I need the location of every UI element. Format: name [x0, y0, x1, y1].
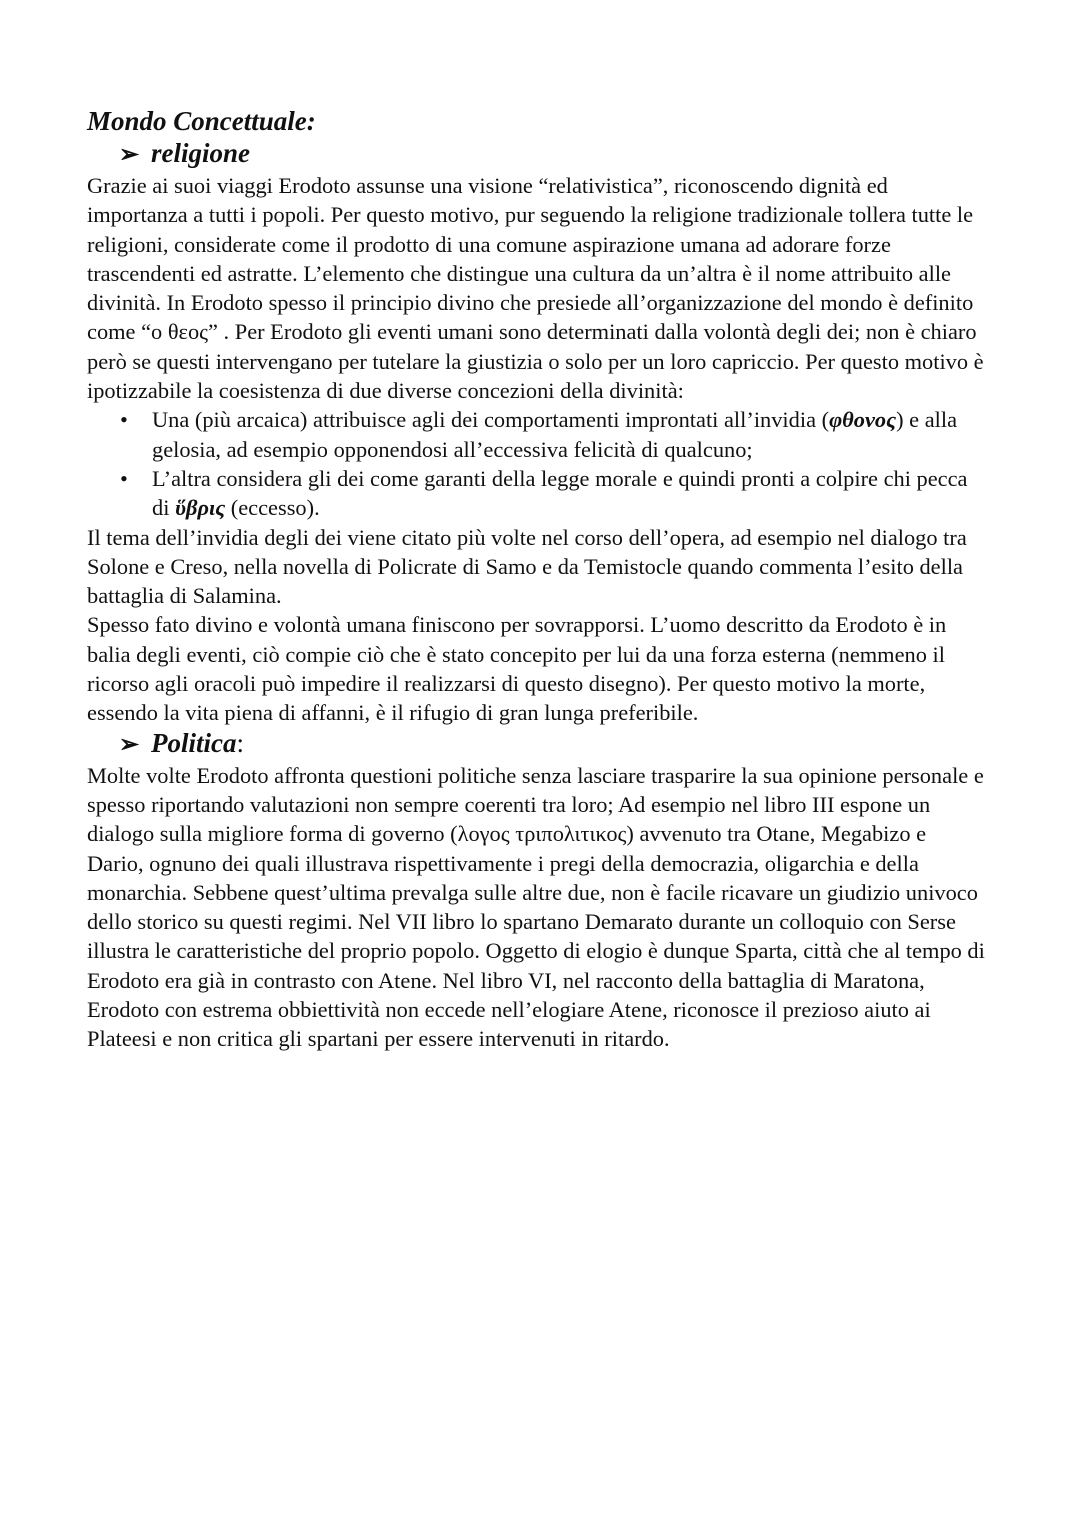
bullet-list [87, 405, 987, 522]
body-paragraph: Il tema dell’invidia degli dei viene citato più volte nel corso dell’opera, ad esempio nel dialogo tra Solone e Creso, nella novella di Policrate di Samo e da Temistocle quando commenta l’esito della battaglia di Salamina. [87, 524, 967, 609]
list-item-text-before: L’altra considera gli dei come garanti della legge morale e quindi pronti a colpire chi pecca di [152, 465, 968, 521]
bullet-dot-icon: • [120, 407, 128, 433]
arrow-bullet-icon: ➢ [119, 142, 140, 168]
list-item-text-after: ) e alla gelosia, ad esempio opponendosi all’eccessiva felicità di qualcuno; [152, 407, 958, 462]
greek-term: φθονος [829, 407, 897, 433]
body-paragraph: Molte volte Erodoto affronta questioni politiche senza lasciare trasparire la sua opinione personale e spesso riportando valutazioni non sempre coerenti tra loro; Ad esempio nel libro III espone un dialogo sulla migliore forma di governo (λογος τριπολιτικος) avvenuto tra Otane, Megabizo e Dario, ognuno dei quali illustrava rispettivamente i pregi della democrazia, oligarchia e della monarchia. Sebbene quest’ultima prevalga sulle altre due, non è facile ricavare un giudizio univoco dello storico su questi regimi. Nel VII libro lo spartano Demarato durante un colloquio con Serse illustra le caratteristiche del proprio popolo. Oggetto di elogio è dunque Sparta, città che al tempo di Erodoto era già in contrasto con Atene. Nel libro VI, nel racconto della battaglia di Maratona, Erodoto con estrema obbiettività non eccede nell’elogiare Atene, riconosce il prezioso aiuto ai Plateesi e non critica gli spartani per essere intervenuti in ritardo. [87, 762, 985, 1052]
arrow-bullet-icon: ➢ [119, 731, 140, 758]
list-item-text-before: Una (più arcaica) attribuisce agli dei comportamenti improntati all’invidia ( [152, 407, 830, 433]
section-heading-religione [87, 138, 987, 171]
religione-intro-paragraph: Grazie ai suoi viaggi Erodoto assunse una visione “relativistica”, riconoscendo dignità ed importanza a tutti i popoli. Per questo motivo, pur seguendo la religione tradizionale tollera tutte le religioni, considerate come il prodotto di una comune aspirazione umana ad adorare forze trascendenti ed astratte. L’elemento che distingue una cultura da un’altra è il nome attribuito alle divinità. In Erodoto spesso il principio divino che presiede all’organizzazione del mondo è definito come “ο θεος” . Per Erodoto gli eventi umani sono determinati dalla volontà degli dei; non è chiaro però se questi intervengano per tutelare la giustizia o solo per un loro capriccio. Per questo motivo è ipotizzabile la coesistenza di due diverse concezioni della divinità: [87, 173, 984, 404]
list-item-text-after: (eccesso). [225, 495, 320, 521]
section-heading-suffix: : [236, 727, 244, 758]
body-paragraph: Spesso fato divino e volontà umana finiscono per sovrapporsi. L’uomo descritto da Erodoto è in balia degli eventi, ciò compie ciò che è stato concepito per lui da una forza esterna (nemmeno il ricorso agli oracoli può impedire il realizzarsi di questo disegno). Per questo motivo la morte, essendo la vita piena di affanni, è il rifugio di gran lunga preferibile. [87, 612, 947, 726]
bullet-dot-icon: • [120, 465, 128, 491]
list-item [87, 405, 987, 464]
section-heading-label: religione [151, 138, 250, 168]
list-item [87, 464, 987, 523]
section-heading-politica [87, 728, 987, 761]
document-page [87, 104, 987, 1054]
section-heading-label: Politica [151, 727, 237, 758]
page-title: Mondo Concettuale: [87, 106, 316, 136]
greek-term: ὕβρις [175, 495, 226, 521]
